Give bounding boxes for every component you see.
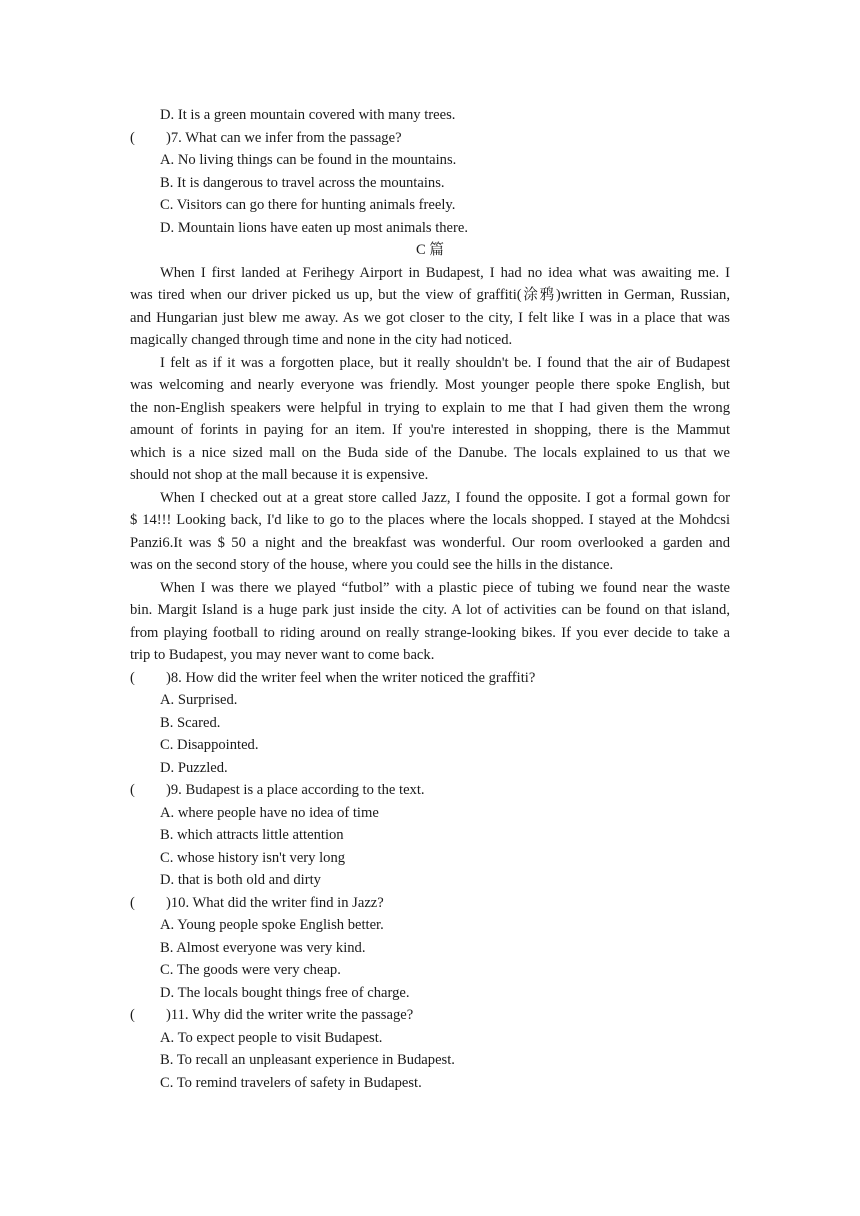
q9-option-b: B. which attracts little attention <box>160 827 344 843</box>
paragraph-line: magically changed through time and none in the city had noticed. <box>130 332 513 348</box>
question-10 <box>130 892 730 915</box>
answer-blank: ( <box>130 1007 135 1023</box>
q7-option-d: D. Mountain lions have eaten up most animals there. <box>160 219 469 236</box>
paragraph-line: should not shop at the mall because it is expensive. <box>130 467 429 483</box>
question-8 <box>130 667 730 690</box>
paragraph-line: was on the second story of the house, where you could see the hills in the distance. <box>130 557 614 573</box>
q8-option-a: A. Surprised. <box>160 692 238 708</box>
paragraph-line: When I was there we played “futbol” with a plastic piece of tubing we found near the waste <box>160 579 730 596</box>
passage-paragraph-2 <box>130 352 730 487</box>
paragraph-line: which is a nice sized mall on the Buda side of the Danube. The locals explained to us that we <box>130 444 730 461</box>
question-7 <box>130 127 730 150</box>
question-stem: )7. What can we infer from the passage? <box>166 129 402 146</box>
q6-option-d: D. It is a green mountain covered with many trees. <box>160 107 456 123</box>
question-stem: )11. Why did the writer write the passage? <box>166 1007 414 1023</box>
q11-option-a: A. To expect people to visit Budapest. <box>160 1029 383 1046</box>
answer-blank: ( <box>130 669 135 686</box>
passage-paragraph-3 <box>130 487 730 577</box>
answer-blank: ( <box>130 894 135 911</box>
paragraph-line: was tired when our driver picked us up, but the view of graffiti(涂鸦)written in German, Russian, <box>130 287 730 303</box>
paragraph-line: trip to Budapest, you may never want to come back. <box>130 647 435 663</box>
paragraph-line: When I checked out at a great store called Jazz, I found the opposite. I got a formal gown for <box>160 489 730 506</box>
q9-option-c: C. whose history isn't very long <box>160 849 346 866</box>
paragraph-line: Panzi6.It was $ 50 a night and the breakfast was wonderful. Our room overlooked a garden and <box>130 534 730 551</box>
question-stem: )8. How did the writer feel when the writer noticed the graffiti? <box>166 669 536 686</box>
question-stem: )9. Budapest is a place according to the text. <box>166 782 425 798</box>
paragraph-line: amount of forints in paying for an item. If you're interested in shopping, there is the Mammut <box>130 422 730 438</box>
q9-option-d: D. that is both old and dirty <box>160 872 321 888</box>
question-9 <box>130 779 730 802</box>
paragraph-line: I felt as if it was a forgotten place, but it really shouldn't be. I found that the air of Budapest <box>160 354 730 371</box>
passage-paragraph-1 <box>130 262 730 352</box>
q7-option-a: A. No living things can be found in the mountains. <box>160 152 457 168</box>
document-page <box>130 104 730 1094</box>
q10-option-a: A. Young people spoke English better. <box>160 917 384 933</box>
paragraph-line: $ 14!!! Looking back, I'd like to go to the places where the locals shopped. I stayed at the Mohdcsi <box>130 512 730 528</box>
q8-option-c: C. Disappointed. <box>160 737 259 753</box>
q7-option-b: B. It is dangerous to travel across the mountains. <box>160 174 445 191</box>
q7-option-c: C. Visitors can go there for hunting animals freely. <box>160 197 456 213</box>
q10-option-b: B. Almost everyone was very kind. <box>160 939 366 956</box>
answer-blank: ( <box>130 129 135 146</box>
paragraph-line: When I first landed at Ferihegy Airport in Budapest, I had no idea what was awaiting me. I <box>160 264 730 281</box>
passage-paragraph-4 <box>130 577 730 667</box>
paragraph-line: from playing football to riding around on really strange-looking bikes. If you ever decide to take a <box>130 624 730 641</box>
paragraph-line: and Hungarian just blew me away. As we got closer to the city, I felt like I was in a place that was <box>130 309 730 326</box>
question-11 <box>130 1004 730 1027</box>
paragraph-line: the non-English speakers were helpful in trying to explain to me that I had given them the wrong <box>130 399 730 416</box>
q10-option-c: C. The goods were very cheap. <box>160 962 341 978</box>
q8-option-b: B. Scared. <box>160 714 221 731</box>
answer-blank: ( <box>130 782 135 798</box>
q9-option-a: A. where people have no idea of time <box>160 804 379 821</box>
q11-option-b: B. To recall an unpleasant experience in Budapest. <box>160 1052 455 1068</box>
q11-option-c: C. To remind travelers of safety in Budapest. <box>160 1074 422 1091</box>
paragraph-line: bin. Margit Island is a huge park just inside the city. A lot of activities can be found on that island, <box>130 602 730 618</box>
paragraph-line: was welcoming and nearly everyone was friendly. Most younger people there spoke English, but <box>130 377 730 393</box>
question-stem: )10. What did the writer find in Jazz? <box>166 894 384 911</box>
q10-option-d: D. The locals bought things free of charge. <box>160 984 410 1001</box>
section-title: C 篇 <box>416 242 444 258</box>
q8-option-d: D. Puzzled. <box>160 759 228 776</box>
